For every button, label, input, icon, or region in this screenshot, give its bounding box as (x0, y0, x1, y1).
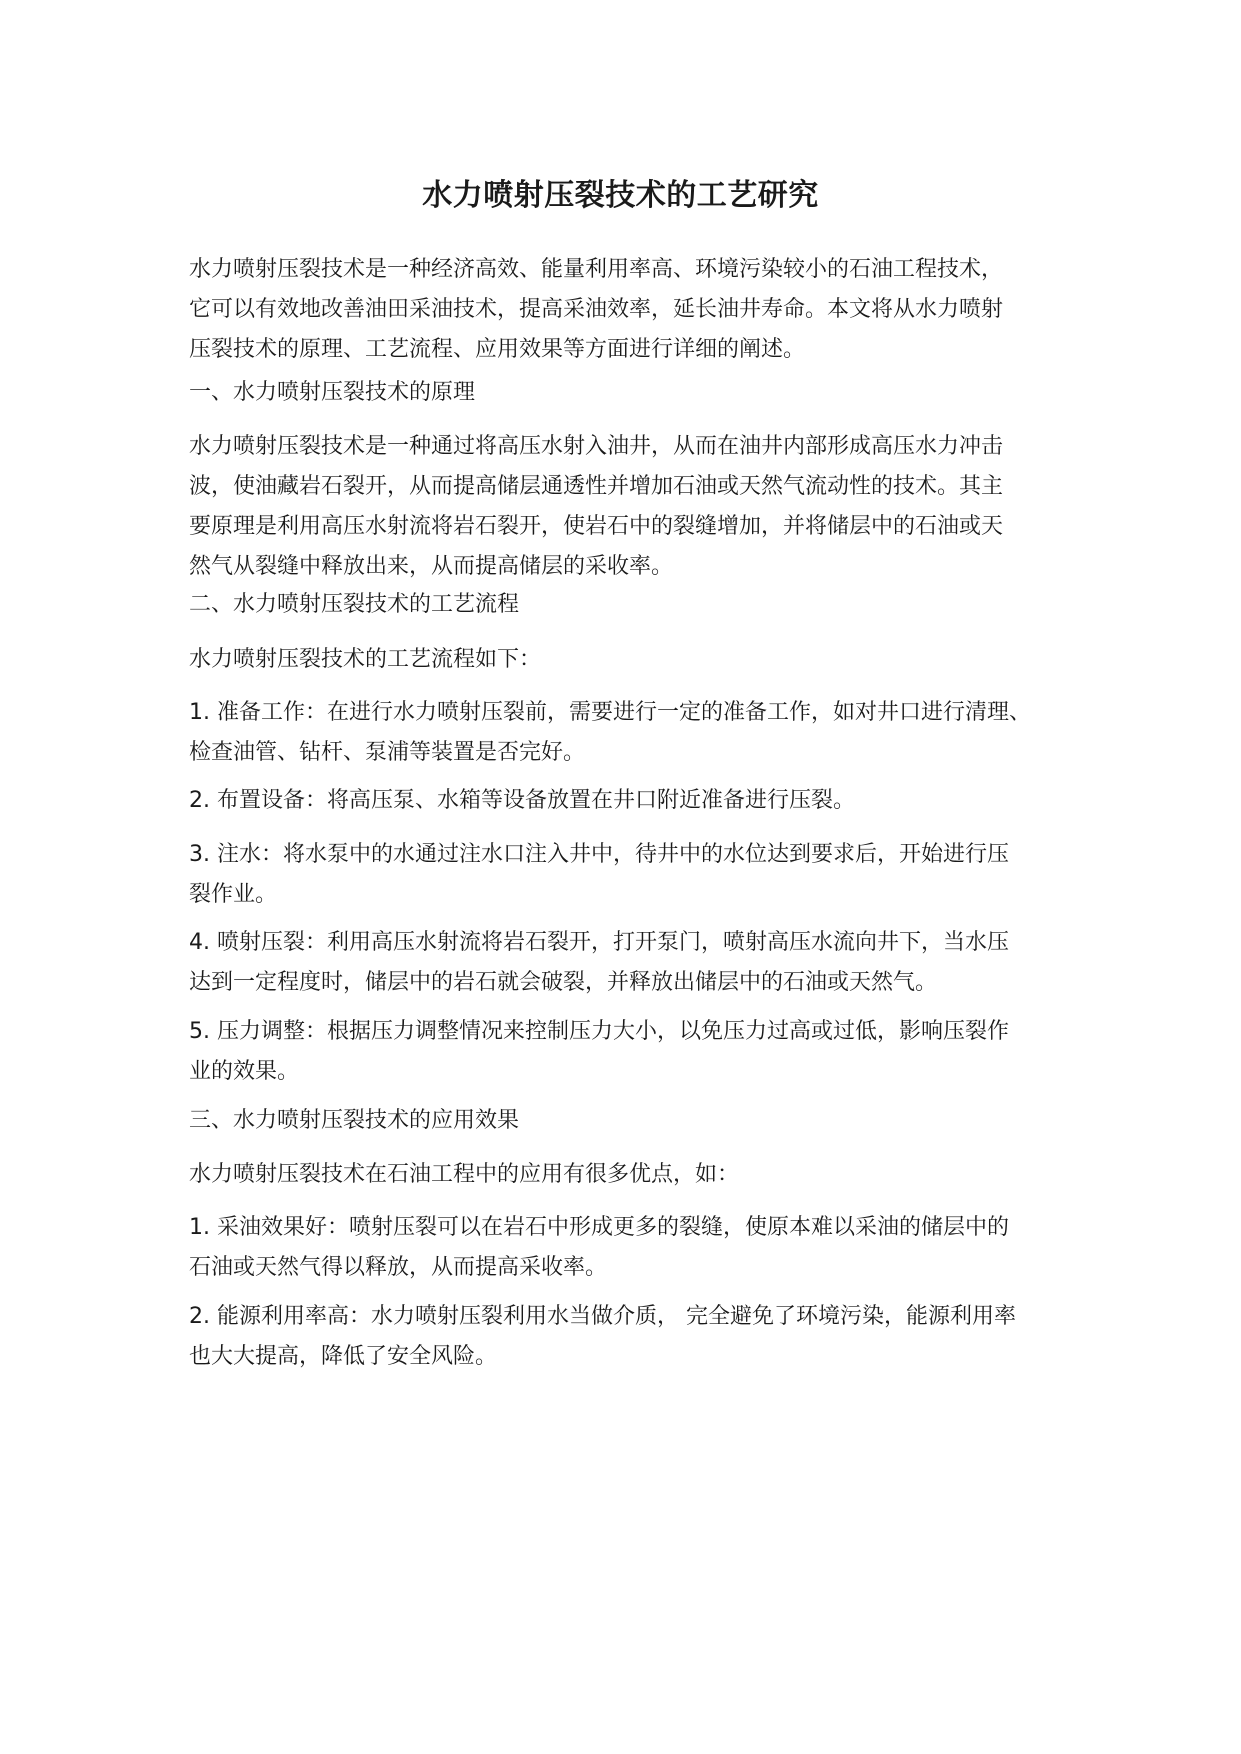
process-step-1: 1. 准备工作：在进行水力喷射压裂前，需要进行一定的准备工作，如对井口进行清理、 检查油管、钻杆、泵浦等装置是否完好。 (189, 700, 1031, 765)
process-step-5: 5. 压力调整：根据压力调整情况来控制压力大小，以免压力过高或过低，影响压裂作 业的效果。 (189, 1019, 1009, 1084)
process-step-3: 3. 注水：将水泵中的水通过注水口注入井中，待井中的水位达到要求后，开始进行压 裂作业。 (189, 842, 1009, 907)
section-heading-principle: 一、水力喷射压裂技术的原理 (189, 380, 476, 405)
process-intro-paragraph: 水力喷射压裂技术的工艺流程如下： (189, 647, 542, 672)
section-heading-effects: 三、水力喷射压裂技术的应用效果 (189, 1108, 520, 1133)
benefit-item-2: 2. 能源利用率高：水力喷射压裂利用水当做介质， 完全避免了环境污染，能源利用率 也大大提高，降低了安全风险。 (189, 1304, 1016, 1369)
process-step-4: 4. 喷射压裂：利用高压水射流将岩石裂开，打开泵门，喷射高压水流向井下，当水压 达到一定程度时，储层中的岩石就会破裂，并释放出储层中的石油或天然气。 (189, 930, 1009, 995)
effects-intro-paragraph: 水力喷射压裂技术在石油工程中的应用有很多优点，如： (189, 1162, 740, 1187)
benefit-item-1: 1. 采油效果好：喷射压裂可以在岩石中形成更多的裂缝，使原本难以采油的储层中的 石油或天然气得以释放，从而提高采收率。 (189, 1215, 1009, 1280)
section-heading-process: 二、水力喷射压裂技术的工艺流程 (189, 592, 520, 617)
principle-paragraph: 水力喷射压裂技术是一种通过将高压水射入油井，从而在油井内部形成高压水力冲击 波，使油藏岩石裂开，从而提高储层通透性并增加石油或天然气流动性的技术。其主 要原理是利用高压水射流将岩石裂开，使岩石中的裂缝增加，并将储层中的石油或天 然气从裂缝中释放出来，从而提高储层的采收率。 (189, 434, 1004, 579)
intro-paragraph: 水力喷射压裂技术是一种经济高效、能量利用率高、环境污染较小的石油工程技术， 它可以有效地改善油田采油技术，提高采油效率，延长油井寿命。本文将从水力喷射 压裂技术的原理、工艺流程、应用效果等方面进行详细的阐述。 (189, 257, 1004, 362)
page-title: 水力喷射压裂技术的工艺研究 (422, 178, 819, 213)
process-step-2: 2. 布置设备：将高压泵、水箱等设备放置在井口附近准备进行压裂。 (189, 788, 855, 813)
